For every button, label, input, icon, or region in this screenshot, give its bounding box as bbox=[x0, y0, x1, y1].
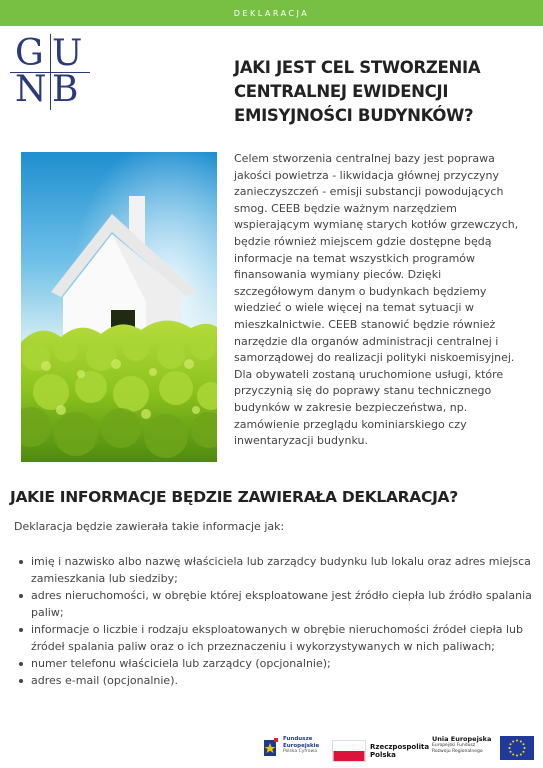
page-title: JAKI JEST CEL STWORZENIA CENTRALNEJ EWIDENCJI EMISYJNOŚCI BUDYNKÓW? bbox=[234, 58, 481, 125]
fe-star-icon bbox=[262, 736, 280, 760]
list-item: imię i nazwisko albo nazwę właściciela lub zarządcy budynku lub lokalu oraz adres miejsca zamieszkania lub siedziby; bbox=[13, 553, 533, 587]
logo-letter: B bbox=[52, 69, 79, 110]
gunb-logo bbox=[10, 34, 90, 110]
list-item: adres nieruchomości, w obrębie której eksploatowane jest źródło ciepła lub źródło spalania paliw; bbox=[13, 587, 533, 621]
list-item: numer telefonu właściciela lub zarządcy (opcjonalnie); bbox=[13, 655, 533, 672]
rzeczpospolita-polska-logo: Rzeczpospolita Polska bbox=[332, 738, 428, 764]
info-list bbox=[13, 553, 533, 689]
logo-letter: N bbox=[15, 69, 47, 110]
header-bar bbox=[0, 0, 543, 26]
funding-logos bbox=[262, 736, 538, 764]
header-label: DEKLARACJA bbox=[233, 8, 310, 18]
polish-flag-icon bbox=[332, 740, 366, 762]
eu-flag-icon bbox=[500, 736, 534, 760]
list-item: informacje o liczbie i rodzaju eksploatowanych w obrębie nieruchomości źródeł ciepła lub źródeł spalania paliw oraz o ich przeznaczeniu i wykorzystywanych w nich paliwach; bbox=[13, 621, 533, 655]
list-item: adres e-mail (opcjonalnie). bbox=[13, 672, 533, 689]
logo-letter: U bbox=[52, 33, 83, 74]
section-lead: Deklaracja będzie zawierała takie informacje jak: bbox=[14, 520, 285, 533]
section-title: JAKIE INFORMACJE BĘDZIE ZAWIERAŁA DEKLARACJA? bbox=[10, 488, 458, 506]
fundusze-europejskie-logo: Fundusze Europejskie Polska Cyfrowa bbox=[262, 736, 326, 764]
house-on-grass-image bbox=[21, 152, 217, 462]
logo-letter: G bbox=[15, 33, 44, 74]
intro-paragraph: Celem stworzenia centralnej bazy jest poprawa jakości powietrza - likwidacja głównej przyczyny zanieczyszczeń - emisji substancji powodujących smog. CEEB będzie ważnym narzędziem wspierającym wymianę starych kotłów grzewczych, będzie również miejscem gdzie dostępne będą informacje na temat wszystkich programów finansowania wymiany pieców. Dzięki szczegółowym danym o budynkach będziemy wiedzieć o wiele więcej na temat sytuacji w mieszkalnictwie. CEEB stanowić będzie również narzędzie dla organów administracji centralnej i samorządowej do realizacji polityki niskoemisyjnej. Dla obywateli zostaną uruchomione usługi, które przyczynią się do poprawy stanu technicznego budynków w zakresie bezpieczeństwa, np. zamówienie przeglądu kominiarskiego czy inwentaryzacji budynku. bbox=[234, 152, 519, 448]
unia-europejska-logo: Unia Europejska Europejski Fundusz Rozwoju Regionalnego bbox=[432, 736, 538, 764]
